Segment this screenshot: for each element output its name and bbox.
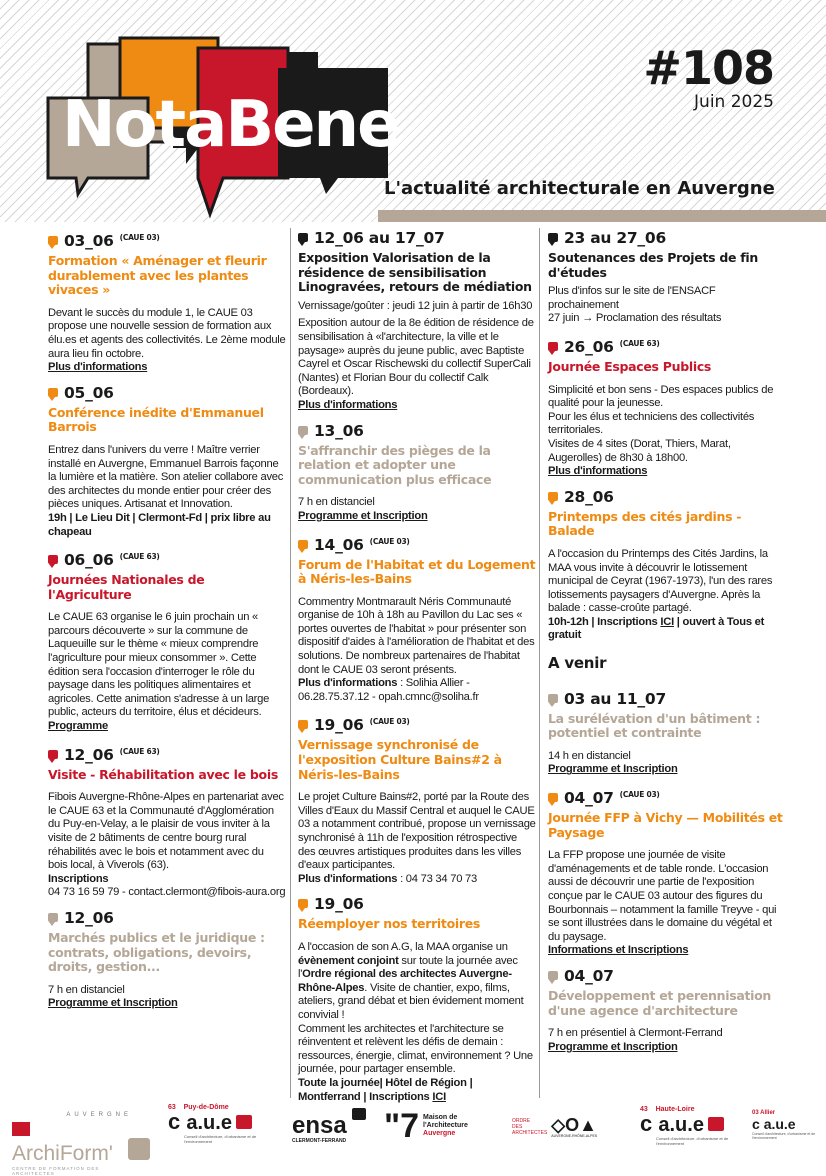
event-date: 03 au 11_07 [564, 689, 666, 708]
speech-bubble-icon [48, 913, 58, 922]
header-band [378, 210, 826, 222]
event-body: 14 h en distanciel [548, 749, 631, 762]
speech-bubble-icon [298, 899, 308, 908]
event-body: Simplicité et bon sens - Des espaces publics de qualité pour la jeunesse. [548, 383, 774, 410]
event-info: Toute la journée| Hôtel de Région | Montferrand | Inscriptions [298, 1076, 473, 1103]
event-title: Exposition Valorisation de la résidence de sensibilisation Linogravées, retours de médiation [298, 250, 532, 295]
event-title: Développement et perennisation d'une agence d'architecture [548, 987, 772, 1018]
event-title: Printemps des cités jardins - Balade [548, 508, 742, 539]
event-info: : 04 73 34 70 73 [397, 872, 477, 885]
event-title: Journées Nationales de l'Agriculture [48, 572, 205, 602]
event-item [298, 712, 536, 886]
partner-logos [0, 1104, 826, 1176]
ensa-logo[interactable]: ensa CLERMONT-FERRAND [292, 1112, 347, 1144]
speech-bubble-icon [48, 388, 58, 397]
event-title: Formation « Aménager et fleurir durablement avec les plantes vivaces » [48, 253, 267, 298]
event-item [48, 228, 286, 375]
event-body: Le CAUE 63 organise le 6 juin prochain un « parcours découverte » sur la commune de Laqueuille sur le thème « mieux comprendre l'agriculture pour mieux consommer ». Cette édition sera l'occasion d'interroger le rôle du paysage dans les politiques alimentaires et agricoles. Cette animation s'adresse à un large public, acteurs du territoire, élus et décideurs. [48, 611, 270, 719]
event-info-label: Plus d'informations [298, 872, 398, 885]
event-body: A l'occasion du Printemps des Cités Jardins, la MAA vous invite à découvrir le lotissement municipal de Ceyrat (1967-1973), l'un des rares lotissements paysagers d'Auvergne. Après la balade : casse-croûte partagé. [548, 547, 773, 615]
caue63-logo[interactable]: 63 Puy-de-Dôme c a.u.e Conseil d'architecture, d'urbanisme et de l'environnement [168, 1104, 257, 1144]
event-body: 7 h en distanciel [298, 496, 375, 509]
event-item [548, 334, 786, 479]
speech-bubble-icon [298, 426, 308, 435]
event-body: 7 h en présentiel à Clermont-Ferrand [548, 1027, 723, 1040]
event-body: 7 h en distanciel [48, 983, 125, 996]
caue03-logo[interactable]: 03 Allier c a.u.e Conseil d'architecture, d'urbanisme et de l'environnement [752, 1110, 816, 1140]
maa-mark-icon: "7 [384, 1107, 420, 1145]
speech-bubble-icon [548, 233, 558, 242]
event-link[interactable]: Informations et Inscriptions [548, 944, 689, 957]
event-body: Fibois Auvergne-Rhône-Alpes en partenariat avec le CAUE 63 et la Communauté d'Agglomération du Puy-en-Velay, a le plaisir de vous inviter à la visite de 2 bâtiments de centre bourg rural réhabilités avec le bois et notamment avec du bois local, à Viverols (63). [48, 791, 284, 872]
column-1 [48, 228, 286, 1019]
event-item [298, 228, 536, 413]
event-tag: (CAUE 03) [119, 233, 160, 242]
event-item [548, 689, 786, 777]
column-2 [298, 228, 536, 1112]
notabene-logo [48, 28, 399, 228]
event-title: Visite - Réhabilitation avec le bois [48, 766, 278, 782]
event-title: S'affranchir des pièges de la relation et adopter une communication plus efficace [298, 442, 492, 487]
event-date: 19_06 [314, 716, 364, 735]
event-title: Journée FFP à Vichy — Mobilités et Paysage [548, 810, 783, 840]
speech-bubble-icon [548, 971, 558, 980]
event-date: 04_07 [564, 966, 614, 985]
event-title: Conférence inédite d'Emmanuel Barrois [48, 404, 264, 435]
event-body: A l'occasion de son A.G, la MAA organise un évènement conjoint sur toute la journée avec l'Ordre régional des architectes Auvergne-Rhône-Alpes. Visite de chantier, expo, films, ateliers, grand débat et bien évidement moment convivial ! [298, 940, 524, 1021]
event-tag: (CAUE 03) [369, 536, 410, 546]
speech-bubble-icon [352, 1108, 366, 1120]
speech-bubble-icon [298, 540, 308, 549]
ordre-architectes-logo[interactable]: ORDRE DES ARCHITECTES ◇O▲ AUVERGNE-RHÔNE-ALPES [512, 1115, 598, 1138]
event-link[interactable]: Programme et Inscription [548, 1040, 678, 1053]
event-item [298, 894, 536, 1104]
event-link[interactable]: Plus d'informations [48, 361, 148, 374]
event-item [48, 908, 286, 1011]
logo-text: NotaBene [62, 88, 399, 162]
speech-bubble-icon [548, 492, 558, 501]
event-title: Vernissage synchronisé de l'exposition Culture Bains#2 à Néris-les-Bains [298, 737, 502, 782]
maison-architecture-logo[interactable]: "7 Maison de l'Architecture Auvergne [384, 1107, 468, 1145]
event-item [548, 487, 786, 643]
event-title: Réemployer nos territoires [298, 916, 481, 932]
event-date: 26_06 [564, 337, 614, 356]
event-info: 10h-12h | Inscriptions [548, 615, 661, 628]
speech-bubble-icon [548, 342, 558, 351]
event-body: Le projet Culture Bains#2, porté par la Route des Villes d'Eaux du Massif Central et auquel le CAUE 03 a notamment contribué, propose un vernissage synchronisé à 11h de l'exposition rétrospective des œuvres artistiques produites dans les villes d'eaux participantes. [298, 791, 536, 872]
event-info: | ouvert à Tous et gratuit [548, 615, 765, 642]
event-item [48, 742, 286, 900]
event-item [548, 966, 786, 1054]
event-link[interactable]: Plus d'informations [548, 465, 648, 478]
event-info: : Solihia Allier - 06.28.75.37.12 - opah.cmnc@soliha.fr [298, 677, 479, 703]
event-body: Exposition autour de la 8e édition de résidence de sensibilisation à «l'architecture, la ville et le paysage» auprès du jeune public, avec Baptiste Cayrel et Oscar Rischewski du collectif SuperCali (Nantes) et Florian Bour du collectif Calk (Bordeaux). [298, 317, 534, 398]
speech-bubble-icon [48, 236, 58, 245]
event-link[interactable]: ICI [660, 615, 674, 628]
event-date: 19_06 [314, 895, 364, 914]
event-info-label: Inscriptions [48, 872, 109, 885]
event-body: 27 juin → Proclamation des résultats [548, 312, 722, 325]
event-date: 12_06 [64, 908, 114, 927]
issue-number: #108 [643, 41, 774, 95]
oa-mark-icon: ◇O▲ [551, 1115, 597, 1135]
archiform-logo[interactable]: AUVERGNE ArchiForm' CENTRE DE FORMATION DES ARCHITECTES [12, 1112, 132, 1176]
event-body: Pour les élus et techniciens des collectivités territoriales. [548, 410, 755, 437]
caue43-logo[interactable]: 43 Haute-Loire c a.u.e Conseil d'architecture, d'urbanisme et de l'environnement [640, 1106, 729, 1146]
column-3 [548, 228, 786, 1062]
speech-bubble-icon [128, 1138, 150, 1160]
event-title: La surélévation d'un bâtiment : potentiel et contrainte [548, 710, 761, 741]
event-date: 12_06 au 17_07 [314, 229, 445, 247]
event-tag: (CAUE 63) [119, 746, 160, 756]
event-title: Forum de l'Habitat et du Logement à Néris-les-Bains [298, 556, 536, 587]
event-item [48, 547, 286, 734]
event-tag: (CAUE 03) [619, 790, 660, 800]
event-body: Visites de 4 sites (Dorat, Thiers, Marat, Augerolles) de 8h30 à 18h00. [548, 437, 731, 464]
event-body: Devant le succès du module 1, le CAUE 03 propose une nouvelle session de formation aux élu.es et agents des collectivités. Le 2ème module aura lieu fin octobre. [48, 306, 286, 360]
speech-bubble-icon [48, 555, 58, 564]
event-date: 14_06 [314, 535, 364, 554]
event-link[interactable]: ICI [432, 1090, 446, 1103]
speech-bubble-icon [48, 750, 58, 759]
event-body: Commentry Montmarault Néris Communauté organise de 10h à 18h au Pavillon du Lac ses « portes ouvertes de l'habitat » pour présenter son dispositif d'aides à l'amélioration de l'habitat et des solutions. De nombreux partenaires de l'habitat dont le CAUE 03 seront présents. [298, 595, 535, 676]
event-body: Entrez dans l'univers du verre ! Maître verrier installé en Auvergne, Emmanuel Barrois façonne la lumière et la matière. Son atelier collabore avec des architectes du monde entier pour créer des pièces uniques. Artisanat et Innovation. [48, 443, 284, 511]
event-link[interactable]: Programme et Inscription [48, 997, 178, 1010]
event-tag: (CAUE 03) [369, 717, 410, 727]
event-info: 04 73 16 59 79 - contact.clermont@fibois-aura.org [48, 886, 286, 899]
event-body: Vernissage/goûter : jeudi 12 juin à partir de 16h30 [298, 299, 533, 312]
speech-bubble-icon [548, 793, 558, 802]
column-divider [290, 228, 291, 1098]
event-date: 12_06 [64, 745, 114, 764]
event-item [548, 228, 786, 326]
event-date: 06_06 [64, 551, 114, 570]
column-divider [539, 228, 540, 1098]
event-date: 13_06 [314, 421, 364, 440]
event-body: Comment les architectes et l'architecture se réinventent et relèvent les défis de demain : ressources, énergie, climat, environnement ? Une journée, pour partager ensemble. [298, 1022, 533, 1076]
event-item [48, 383, 286, 539]
issue-info [643, 41, 774, 112]
event-link[interactable]: Plus d'informations [298, 398, 398, 411]
event-body: La FFP propose une journée de visite d'aménagements et de table ronde. L'occasion aussi de découvrir une partie de l'exposition conçue par le CAUE 03 autour des figures du Bourbonnais – notamment la famille Treyve - qui se sont illustrées dans le domaine du végétal et du paysage. [548, 849, 777, 943]
event-title: Soutenances des Projets de fin d'études [548, 250, 758, 280]
event-tag: (CAUE 63) [619, 338, 660, 348]
event-date: 03_06 [64, 232, 114, 250]
event-info: 19h | Le Lieu Dit | Clermont-Fd | prix libre au chapeau [48, 511, 271, 538]
event-title: Marchés publics et le juridique : contrats, obligations, devoirs, droits, gestion... [48, 929, 265, 975]
event-item [298, 532, 536, 705]
event-body: Plus d'infos sur le site de l'ENSACF prochainement [548, 285, 716, 311]
event-date: 28_06 [564, 487, 614, 506]
event-date: 23 au 27_06 [564, 229, 666, 247]
speech-bubble-icon [298, 233, 308, 242]
event-info-label: Plus d'informations [298, 677, 398, 690]
event-date: 05_06 [64, 383, 114, 402]
event-link[interactable]: Programme et Inscription [298, 509, 428, 522]
issue-date: Juin 2025 [694, 92, 774, 112]
event-link[interactable]: Programme [48, 720, 108, 733]
event-tag: (CAUE 63) [119, 552, 160, 562]
event-title: Journée Espaces Publics [548, 358, 712, 374]
speech-bubble-icon [548, 694, 558, 703]
section-heading-a-venir: A venir [548, 654, 607, 673]
newsletter-subtitle: L'actualité architecturale en Auvergne [384, 178, 775, 199]
event-item [298, 421, 536, 524]
event-date: 04_07 [564, 789, 614, 808]
event-item [548, 785, 786, 958]
speech-bubble-icon [298, 720, 308, 729]
event-link[interactable]: Programme et Inscription [548, 763, 678, 776]
